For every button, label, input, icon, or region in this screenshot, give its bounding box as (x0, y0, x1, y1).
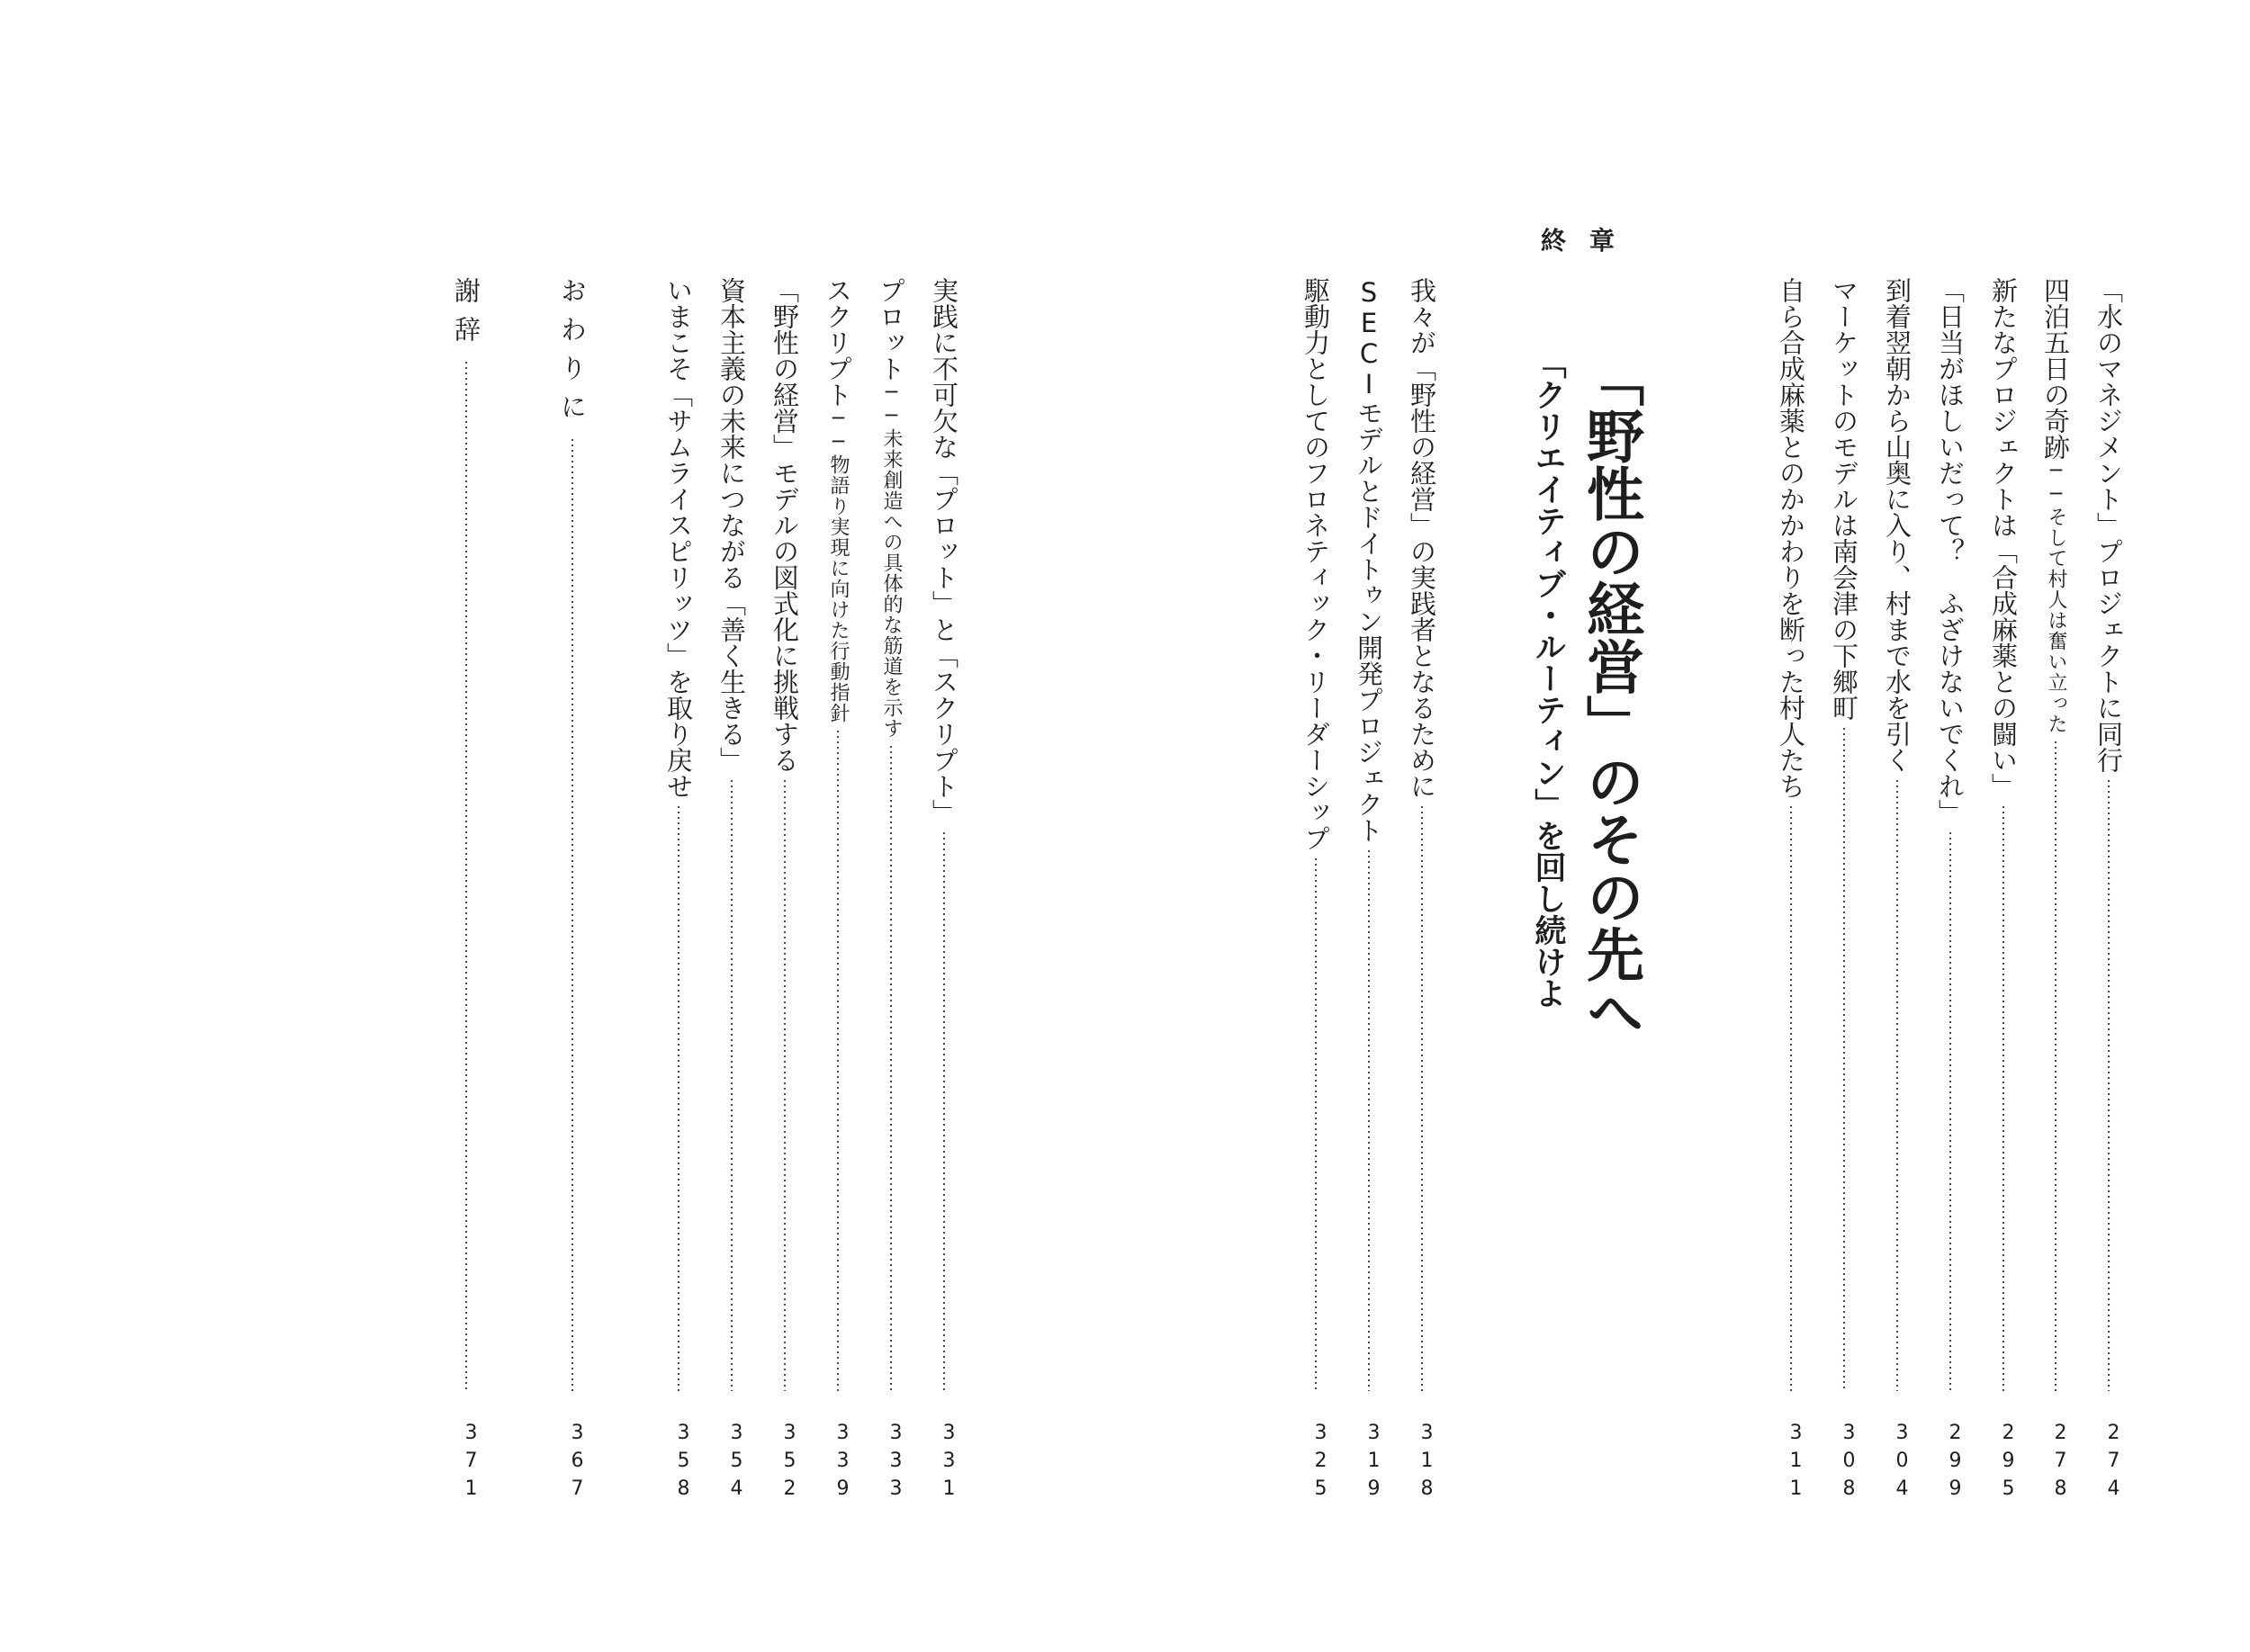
chapter-label: 終章 (1541, 226, 1639, 256)
toc-entry-title: 資本主義の未来につながる「善く生きる」 (716, 277, 747, 773)
toc-entry[interactable] (662, 277, 695, 1395)
dot-leader (1775, 804, 1807, 1391)
page-number: 354 (725, 1422, 748, 1505)
toc-entry[interactable] (1775, 277, 1807, 1395)
page-number: 304 (1891, 1422, 1913, 1505)
dot-leader (1353, 848, 1385, 1391)
dot-leader (1300, 857, 1332, 1391)
toc-entry-title: 実践に不可欠な「プロット」と「スクリプト」 (929, 277, 959, 825)
page-number: 278 (2049, 1422, 2072, 1505)
toc-entry-title: 「野性の経営」モデルの図式化に挑戦する (770, 277, 800, 773)
dot-leader (2092, 778, 2125, 1391)
dot-leader (1881, 778, 1913, 1391)
page-number: 308 (1838, 1422, 1860, 1505)
toc-entry-title: 四泊五日の奇跡 (2040, 277, 2071, 460)
toc-entry[interactable] (822, 277, 854, 1395)
toc-entry-subtitle: ──そして村人は奮い立った (2045, 460, 2067, 734)
toc-entry[interactable] (1300, 277, 1332, 1395)
page-number: 352 (778, 1422, 801, 1505)
page-number: 311 (1785, 1422, 1807, 1505)
toc-entry-subtitle: ──未来創造への具体的な筋道を示す (880, 382, 903, 739)
page-number: 333 (885, 1422, 907, 1505)
toc-entry-title: 新たなプロジェクトは「合成麻薬との闘い」 (1988, 277, 2019, 799)
chapter-title[interactable]: 「野性の経営」のその先へ (1577, 349, 1643, 1040)
toc-entry-title: SECIモデルとドイトゥン開発プロジェクト (1354, 277, 1384, 843)
page-number: 358 (672, 1422, 695, 1505)
toc-entry-title: 「日当がほしいだって？ ふざけないでくれ」 (1935, 277, 1966, 825)
toc-entry[interactable] (1406, 277, 1438, 1395)
page-number: 325 (1310, 1422, 1332, 1505)
toc-entry-subtitle: ──物語り実現に向けた行動指針 (827, 408, 850, 723)
toc-entry-title: いまこそ「サムライスピリッツ」を取り戻せ (663, 277, 694, 799)
page-number: 318 (1416, 1422, 1438, 1505)
toc-entry[interactable] (1828, 277, 1860, 1395)
page-number: 339 (832, 1422, 854, 1505)
toc-entry[interactable] (1987, 277, 2020, 1395)
dot-leader (2039, 740, 2072, 1391)
toc-entry-title: 「水のマネジメント」プロジェクトに同行 (2093, 277, 2124, 773)
dot-leader (1406, 804, 1438, 1391)
page-number: 371 (460, 1422, 482, 1505)
dot-leader (875, 744, 907, 1391)
toc-entry-title: マーケットのモデルは南会津の下郷町 (1829, 277, 1859, 721)
dot-leader (556, 437, 589, 1391)
dot-leader (450, 360, 482, 1391)
page-number: 367 (566, 1422, 589, 1505)
chapter-subtitle: 「クリエイティブ・ルーティン」を回し続けよ (1530, 347, 1566, 1009)
toc-entry[interactable] (1353, 277, 1385, 1395)
page-number: 319 (1363, 1422, 1385, 1505)
toc-entry-title: スクリプト (823, 277, 853, 408)
dot-leader (1934, 830, 1966, 1391)
toc-entry[interactable] (875, 277, 907, 1395)
toc-entry-title: 謝辞 (451, 277, 482, 355)
toc-entry[interactable] (2092, 277, 2125, 1395)
toc-entry[interactable] (928, 277, 960, 1395)
toc-entry-title: 自ら合成麻薬とのかかわりを断った村人たち (1776, 277, 1806, 799)
toc-entry[interactable] (450, 277, 482, 1395)
toc-entry-title: おわりに (557, 277, 588, 432)
dot-leader (1828, 726, 1860, 1391)
dot-leader (662, 804, 695, 1391)
dot-leader (1987, 804, 2020, 1391)
page-number: 331 (938, 1422, 960, 1505)
toc-entry[interactable] (2039, 277, 2072, 1395)
dot-leader (928, 830, 960, 1391)
dot-leader (769, 778, 801, 1391)
page-number: 274 (2102, 1422, 2125, 1505)
toc-entry[interactable] (716, 277, 748, 1395)
toc-entry-title: プロット (876, 277, 906, 382)
toc-entry[interactable] (769, 277, 801, 1395)
toc-entry[interactable] (1934, 277, 1966, 1395)
page-number: 295 (1997, 1422, 2020, 1505)
toc-entry-title: 到着翌朝から山奥に入り、村まで水を引く (1882, 277, 1912, 773)
toc-entry-title: 我々が「野性の経営」の実践者となるために (1407, 277, 1437, 799)
dot-leader (716, 778, 748, 1391)
toc-entry[interactable] (556, 277, 589, 1395)
toc-entry[interactable] (1881, 277, 1913, 1395)
toc-entry-title: 駆動力としてのフロネティック・リーダーシップ (1300, 277, 1331, 851)
page-number: 299 (1944, 1422, 1966, 1505)
dot-leader (822, 729, 854, 1391)
